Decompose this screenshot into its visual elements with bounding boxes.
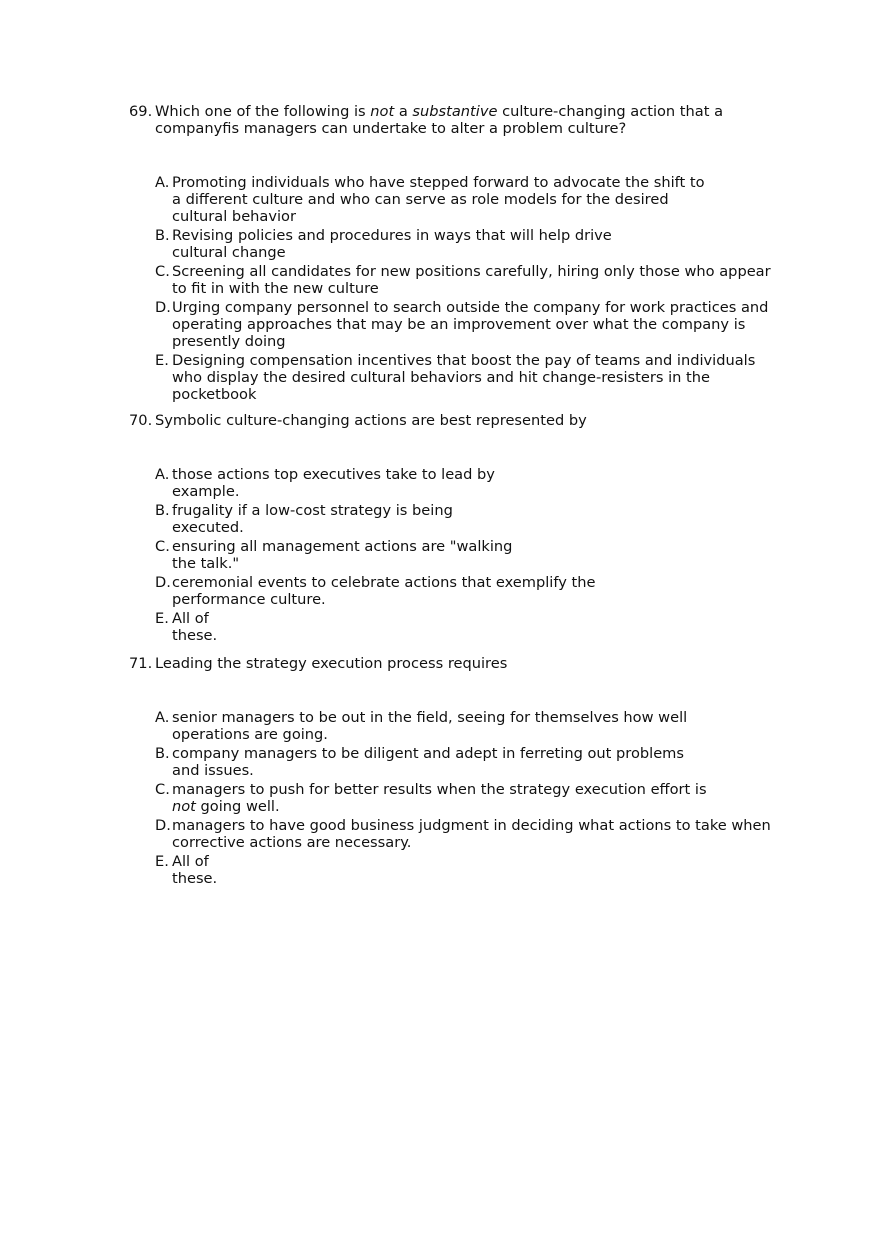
option-a	[155, 709, 695, 743]
option-text: Screening all candidates for new positions carefully, hiring only those who appear to fit in with the new culture	[172, 263, 771, 297]
option-letter: C.	[155, 263, 170, 280]
option-b	[155, 502, 485, 536]
option-segment: managers to push for better results when the strategy execution effort is	[172, 781, 707, 798]
option-letter: D.	[155, 817, 171, 834]
option-text: senior managers to be out in the field, seeing for themselves how well operations are going.	[172, 709, 688, 743]
question-stem: Leading the strategy execution process requires	[155, 655, 508, 672]
option-d	[155, 574, 625, 608]
option-letter: A.	[155, 466, 170, 483]
option-text: managers to have good business judgment in deciding what actions to take when corrective actions are necessary.	[172, 817, 771, 851]
stem-emphasis: not	[370, 103, 395, 120]
option-text	[172, 781, 715, 815]
option-letter: E.	[155, 853, 169, 870]
option-letter: B.	[155, 745, 170, 762]
option-text: company managers to be diligent and adept in ferreting out problems and issues.	[172, 745, 685, 779]
option-text: Urging company personnel to search outside the company for work practices and operating approaches that may be an improvement over what the company is presently doing	[172, 299, 769, 350]
options-list	[155, 466, 779, 644]
option-a	[155, 174, 715, 225]
question-number: 69.	[129, 103, 153, 120]
option-text: those actions top executives take to lead by example.	[172, 466, 495, 500]
option-c	[155, 263, 779, 297]
option-text: Revising policies and procedures in ways that will help drive cultural change	[172, 227, 612, 261]
option-letter: C.	[155, 538, 170, 555]
option-letter: E.	[155, 352, 169, 369]
option-text: All of these.	[172, 610, 218, 644]
stem-segment: culture-changing action that a companyfis managers can undertake to alter a problem culture?	[155, 103, 724, 137]
option-emphasis: not	[172, 798, 196, 815]
question-number: 70.	[129, 412, 153, 429]
option-d	[155, 817, 779, 851]
options-list	[155, 709, 779, 887]
option-b	[155, 227, 625, 261]
option-d	[155, 299, 779, 350]
option-b	[155, 745, 690, 779]
option-c	[155, 781, 715, 815]
option-letter: A.	[155, 174, 170, 191]
option-letter: C.	[155, 781, 170, 798]
option-text: frugality if a low-cost strategy is being executed.	[172, 502, 453, 536]
option-text: Designing compensation incentives that boost the pay of teams and individuals who display the desired cultural behaviors and hit change-resisters in the pocketbook	[172, 352, 756, 403]
question-stem	[155, 103, 729, 137]
stem-segment: a	[394, 103, 413, 120]
question-stem: Symbolic culture-changing actions are best represented by	[155, 412, 587, 429]
option-text: All of these.	[172, 853, 218, 887]
option-letter: D.	[155, 299, 171, 316]
option-text: Promoting individuals who have stepped forward to advocate the shift to a different culture and who can serve as role models for the desired cultural behavior	[172, 174, 705, 225]
option-c	[155, 538, 535, 572]
option-segment: going well.	[195, 798, 280, 815]
option-a	[155, 466, 525, 500]
option-letter: E.	[155, 610, 169, 627]
option-e	[155, 853, 230, 887]
question-70	[129, 412, 779, 646]
option-letter: D.	[155, 574, 171, 591]
question-69	[129, 103, 779, 405]
option-letter: A.	[155, 709, 170, 726]
option-e	[155, 610, 230, 644]
option-text: ceremonial events to celebrate actions that exemplify the performance culture.	[172, 574, 596, 608]
option-letter: B.	[155, 227, 170, 244]
options-list	[155, 174, 779, 403]
stem-segment: Which one of the following is	[155, 103, 371, 120]
option-letter: B.	[155, 502, 170, 519]
option-e	[155, 352, 765, 403]
question-number: 71.	[129, 655, 153, 672]
option-text: ensuring all management actions are "walking the talk."	[172, 538, 513, 572]
question-71	[129, 655, 779, 889]
stem-emphasis: substantive	[412, 103, 498, 120]
